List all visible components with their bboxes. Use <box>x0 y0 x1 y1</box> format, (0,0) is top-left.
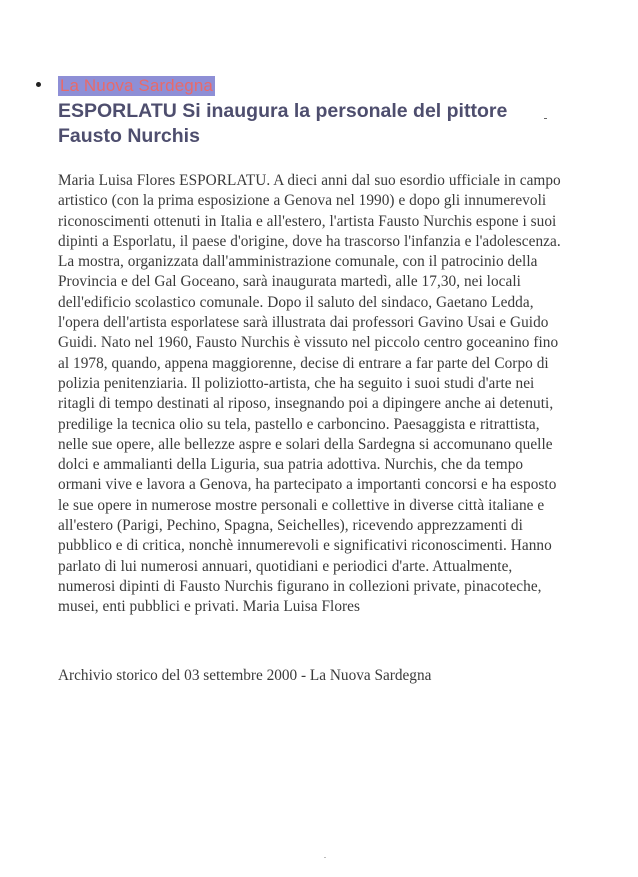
article-headline: ESPORLATU Si inaugura la personale del pittore Fausto Nurchis <box>58 100 508 147</box>
archive-note: Archivio storico del 03 settembre 2000 - La Nuova Sardegna <box>58 667 432 684</box>
scan-mark <box>544 118 547 119</box>
article-body: Maria Luisa Flores ESPORLATU. A dieci anni dal suo esordio ufficiale in campo artistico (con la prima esposizione a Genova nel 1990) e dopo gli innumerevoli riconoscimenti ottenuti in Italia e all'estero, l'artista Fausto Nurchis espone i suoi dipinti a Esporlatu, il paese d'origine, dove ha trascorso l'infanzia e l'adolescenza. La mostra, organizzata dall'amministrazione comunale, con il patrocinio della Provincia e del Gal Goceano, sarà inaugurata martedì, alle 17,30, nei locali dell'edificio scolastico comunale. Dopo il saluto del sindaco, Gaetano Ledda, l'opera dell'artista esporlatese sarà illustrata dai professori Gavino Usai e Guido Guidi. Nato nel 1960, Fausto Nurchis è vissuto nel piccolo centro goceanino fino al 1978, quando, appena maggiorenne, decise di entrare a far parte del Corpo di polizia penitenziaria. Il poliziotto-artista, che ha seguito i suoi studi d'arte nei ritagli di tempo destinati al riposo, insegnando poi a dipingere anche ai detenuti, predilige la tecnica olio su tela, pastello e carboncino. Paesaggista e ritrattista, nelle sue opere, alle bellezze aspre e solari della Sardegna si accomunano quelle dolci e ammalianti della Liguria, sua patria adottiva. Nurchis, che da tempo ormani vive e lavora a Genova, ha partecipato a importanti concorsi e ha esposto le sue opere in numerose mostre personali e collettive in diverse città italiane e all'estero (Parigi, Pechino, Spagna, Seichelles), ricevendo apprezzamenti di pubblico e di critica, nonchè innumerevoli e significativi riconoscimenti. Hanno parlato di lui numerosi annuari, quotidiani e periodici d'arte. Attualmente, numerosi dipinti di Fausto Nurchis figurano in collezioni private, pinacoteche, musei, enti pubblici e privati. Maria Luisa Flores <box>58 172 561 616</box>
scan-mark-bottom <box>324 857 326 858</box>
source-link[interactable]: La Nuova Sardegna <box>60 76 213 95</box>
bullet-icon <box>36 82 41 87</box>
